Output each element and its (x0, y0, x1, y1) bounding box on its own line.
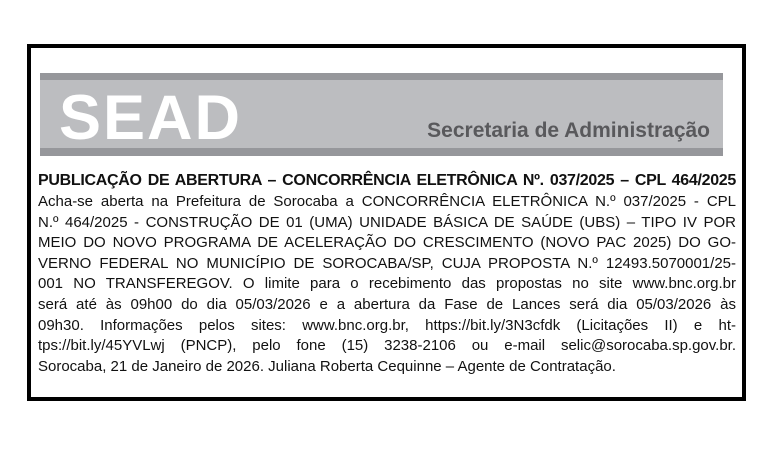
body-line: N.º 464/2025 - CONSTRUÇÃO DE 01 (UMA) UNIDADE BÁSICA DE SAÚDE (UBS) – TIPO IV POR (38, 213, 736, 231)
notice-box (27, 44, 746, 401)
body-line-signature: Sorocaba, 21 de Janeiro de 2026. Juliana Roberta Cequinne – Agente de Contratação. (38, 357, 616, 375)
body-line: MEIO DO NOVO PROGRAMA DE ACELERAÇÃO DO CRESCIMENTO (NOVO PAC 2025) DO GO- (38, 234, 736, 252)
body-line: será até às 09h00 do dia 05/03/2026 e a abertura da Fase de Lances será dia 05/03/2026 às (38, 295, 736, 313)
body-line: 001 NO TRANSFEREGOV. O limite para o recebimento das propostas no site www.bnc.org.br (38, 275, 736, 293)
body-line: Acha-se aberta na Prefeitura de Sorocaba a CONCORRÊNCIA ELETRÔNICA N.º 037/2025 - CPL (38, 193, 736, 210)
department-name: Secretaria de Administração (427, 119, 710, 142)
sead-logo: SEAD (59, 83, 243, 153)
notice-title: PUBLICAÇÃO DE ABERTURA – CONCORRÊNCIA ELETRÔNICA Nº. 037/2025 – CPL 464/2025 (38, 172, 736, 189)
notice-content (31, 156, 742, 395)
body-line: VERNO FEDERAL NO MUNICÍPIO DE SOROCABA/SP, CUJA PROPOSTA N.º 12493.5070001/25- (38, 254, 736, 272)
header-banner (40, 73, 723, 156)
body-line: 09h30. Informações pelos sites: www.bnc.org.br, https://bit.ly/3N3cfdk (Licitações II) e ht- (38, 316, 736, 334)
body-line: tps://bit.ly/45YVLwj (PNCP), pelo fone (15) 3238-2106 ou e-mail selic@sorocaba.sp.gov.br. (38, 337, 736, 355)
